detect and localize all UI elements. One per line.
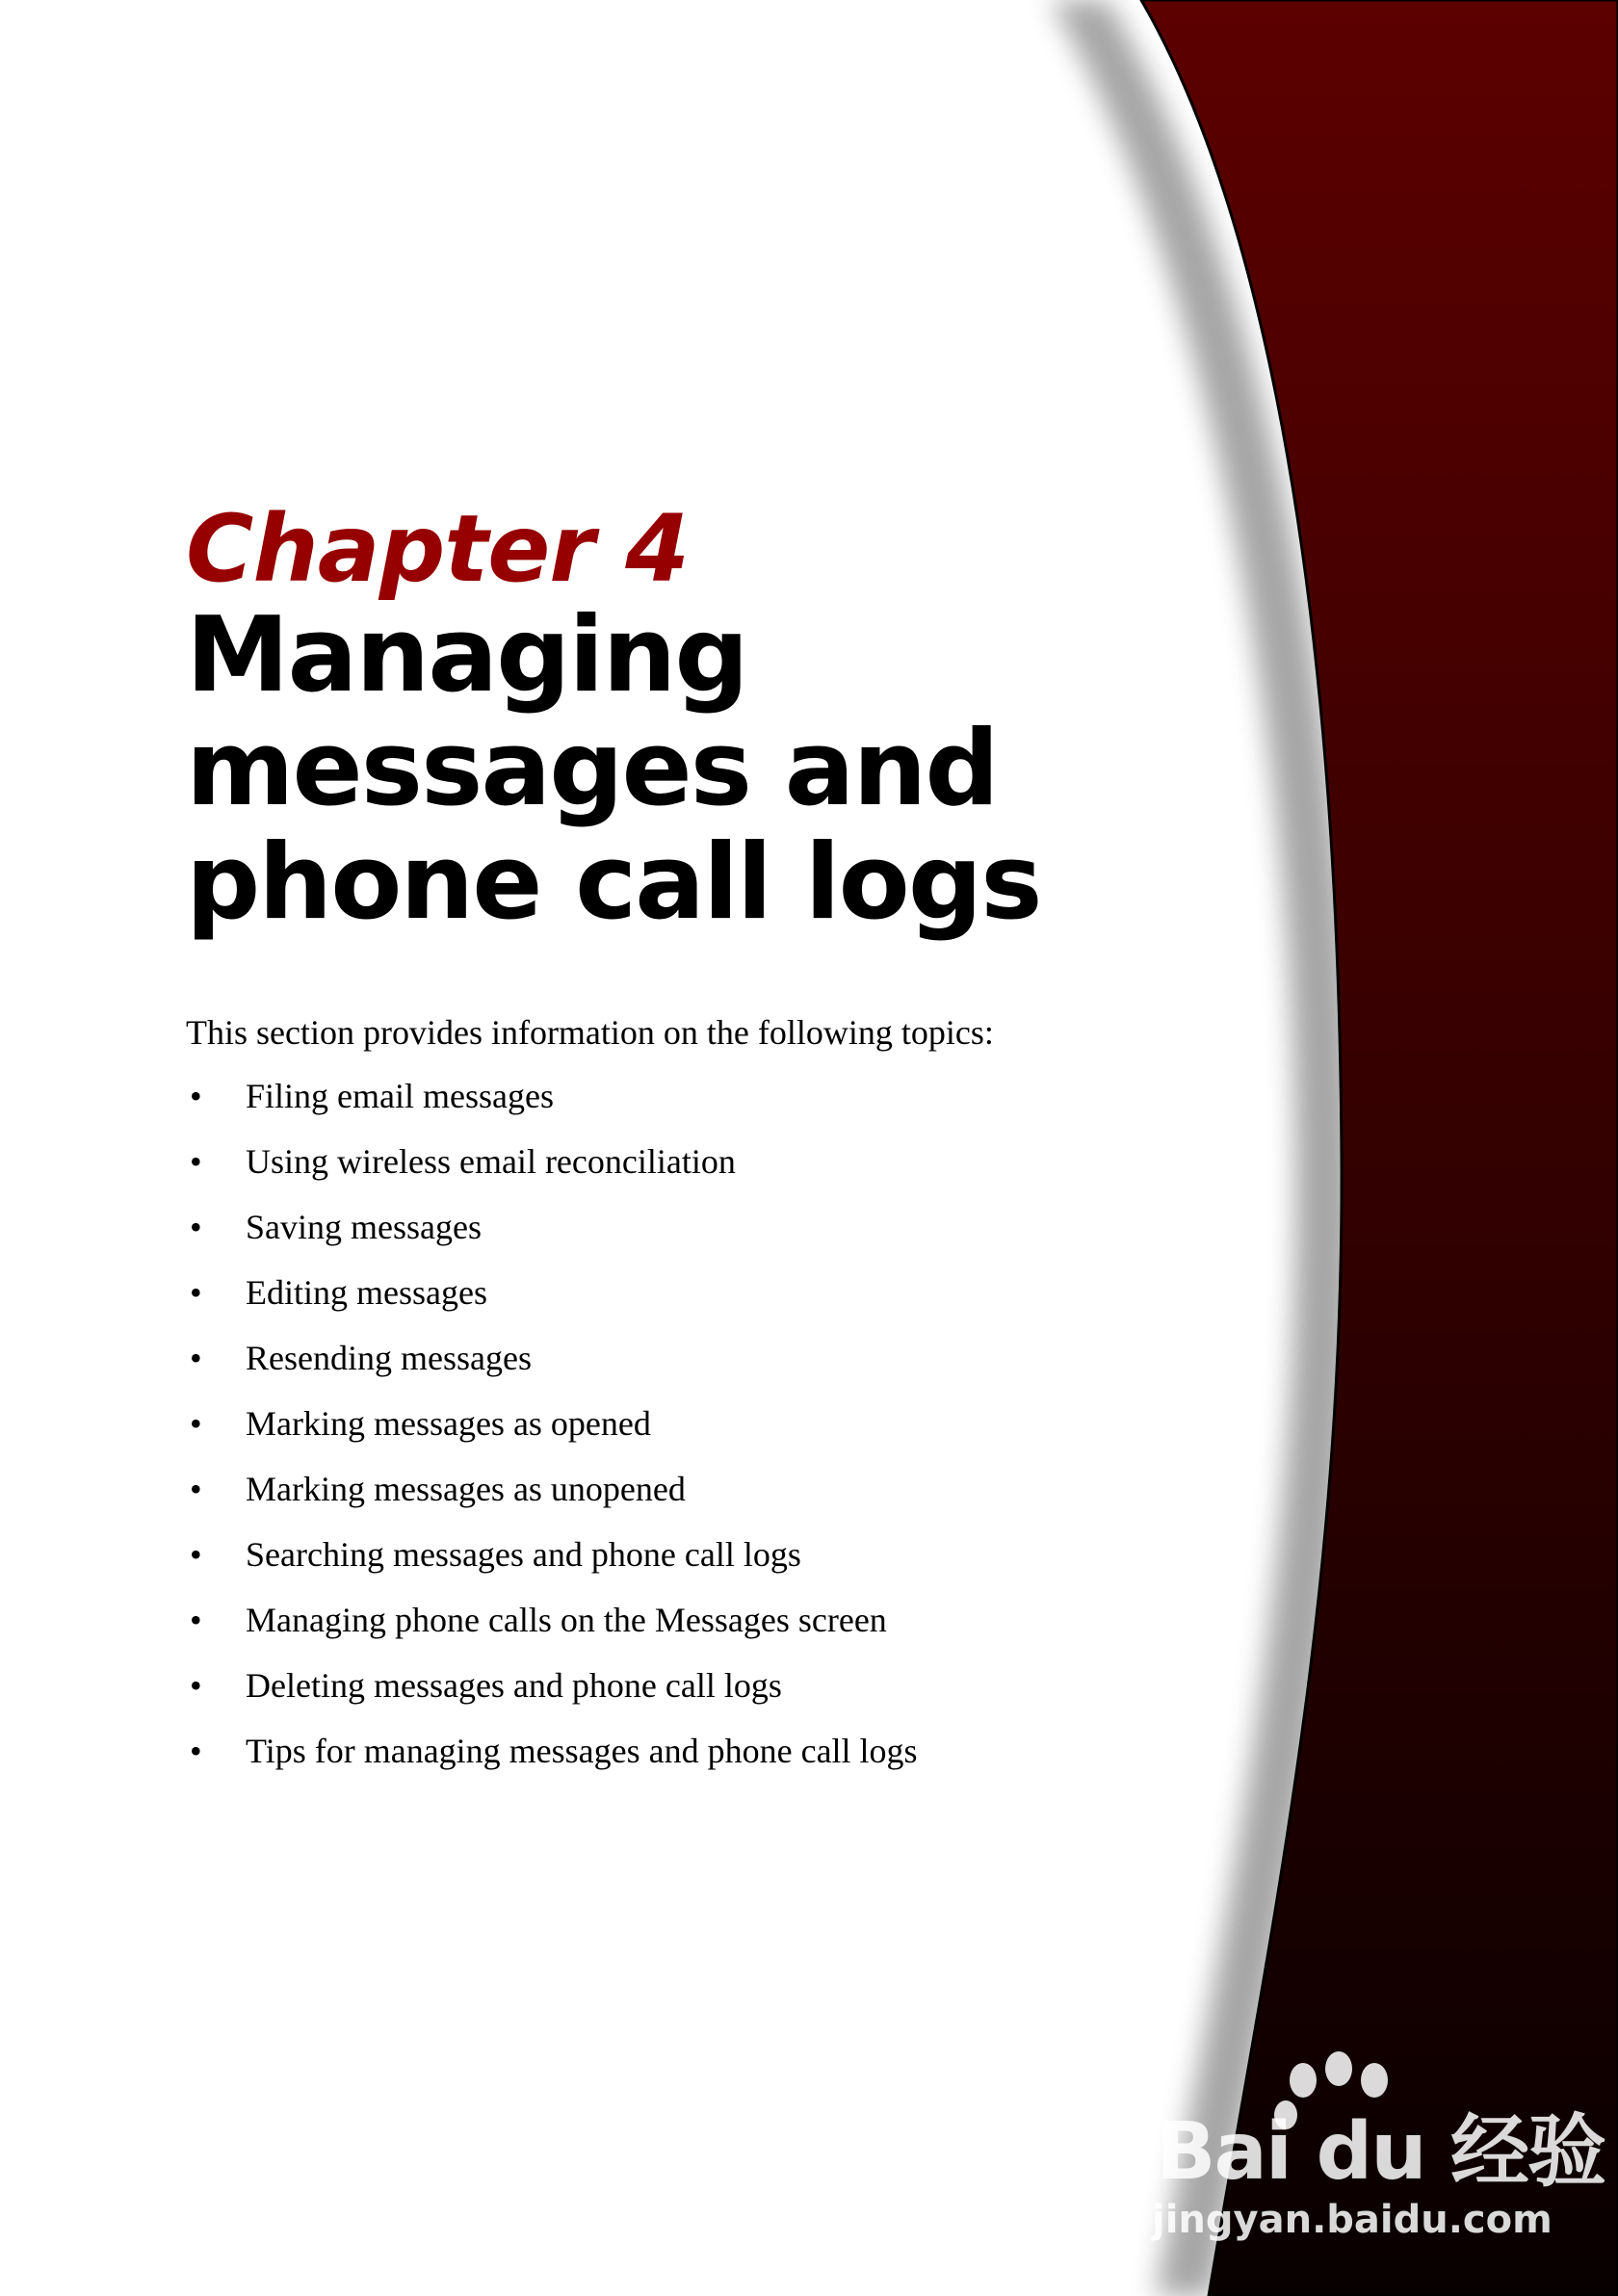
chapter-title-line: messages and xyxy=(186,709,998,829)
bullet: • xyxy=(190,1142,202,1181)
watermark-brand: Bai du 经验 xyxy=(1156,2106,1605,2198)
topic-list xyxy=(186,1073,1197,1793)
topic-text: Editing messages xyxy=(246,1273,487,1312)
topic-item xyxy=(186,1466,1197,1531)
bullet: • xyxy=(190,1339,202,1377)
bullet: • xyxy=(190,1273,202,1312)
bullet: • xyxy=(190,1535,202,1574)
chapter-title-line: phone call logs xyxy=(186,822,1041,943)
bullet: • xyxy=(190,1208,202,1246)
bullet: • xyxy=(190,1732,202,1770)
topic-item xyxy=(186,1269,1197,1335)
bullet: • xyxy=(190,1077,202,1115)
topic-text: Searching messages and phone call logs xyxy=(246,1535,801,1574)
topic-item xyxy=(186,1400,1197,1466)
topic-text: Marking messages as opened xyxy=(246,1404,651,1443)
chapter-label: Chapter 4 xyxy=(186,495,689,603)
topic-text: Marking messages as unopened xyxy=(246,1470,686,1508)
topic-text: Filing email messages xyxy=(246,1077,554,1115)
topic-text: Saving messages xyxy=(246,1208,482,1246)
baidu-watermark xyxy=(1146,2051,1605,2254)
bullet: • xyxy=(190,1666,202,1705)
bullet: • xyxy=(190,1601,202,1639)
bullet: • xyxy=(190,1470,202,1508)
topic-item xyxy=(186,1073,1197,1138)
topic-item xyxy=(186,1204,1197,1269)
topic-text: Deleting messages and phone call logs xyxy=(246,1666,782,1705)
bullet: • xyxy=(190,1404,202,1443)
chapter-title-line: Managing xyxy=(186,595,747,716)
topic-text: Tips for managing messages and phone call logs xyxy=(246,1732,918,1770)
chapter-title xyxy=(186,595,1197,943)
topic-text: Using wireless email reconciliation xyxy=(246,1142,736,1181)
topic-item xyxy=(186,1138,1197,1204)
topic-text: Managing phone calls on the Messages screen xyxy=(246,1601,887,1639)
topic-item xyxy=(186,1531,1197,1597)
topic-item xyxy=(186,1662,1197,1728)
intro-text: This section provides information on the following topics: xyxy=(186,1013,994,1052)
topic-item xyxy=(186,1335,1197,1400)
topic-item xyxy=(186,1728,1197,1793)
topic-text: Resending messages xyxy=(246,1339,532,1377)
watermark-url: jingyan.baidu.com xyxy=(1152,2198,1553,2242)
topic-item xyxy=(186,1597,1197,1662)
chapter-content xyxy=(186,495,1197,1793)
